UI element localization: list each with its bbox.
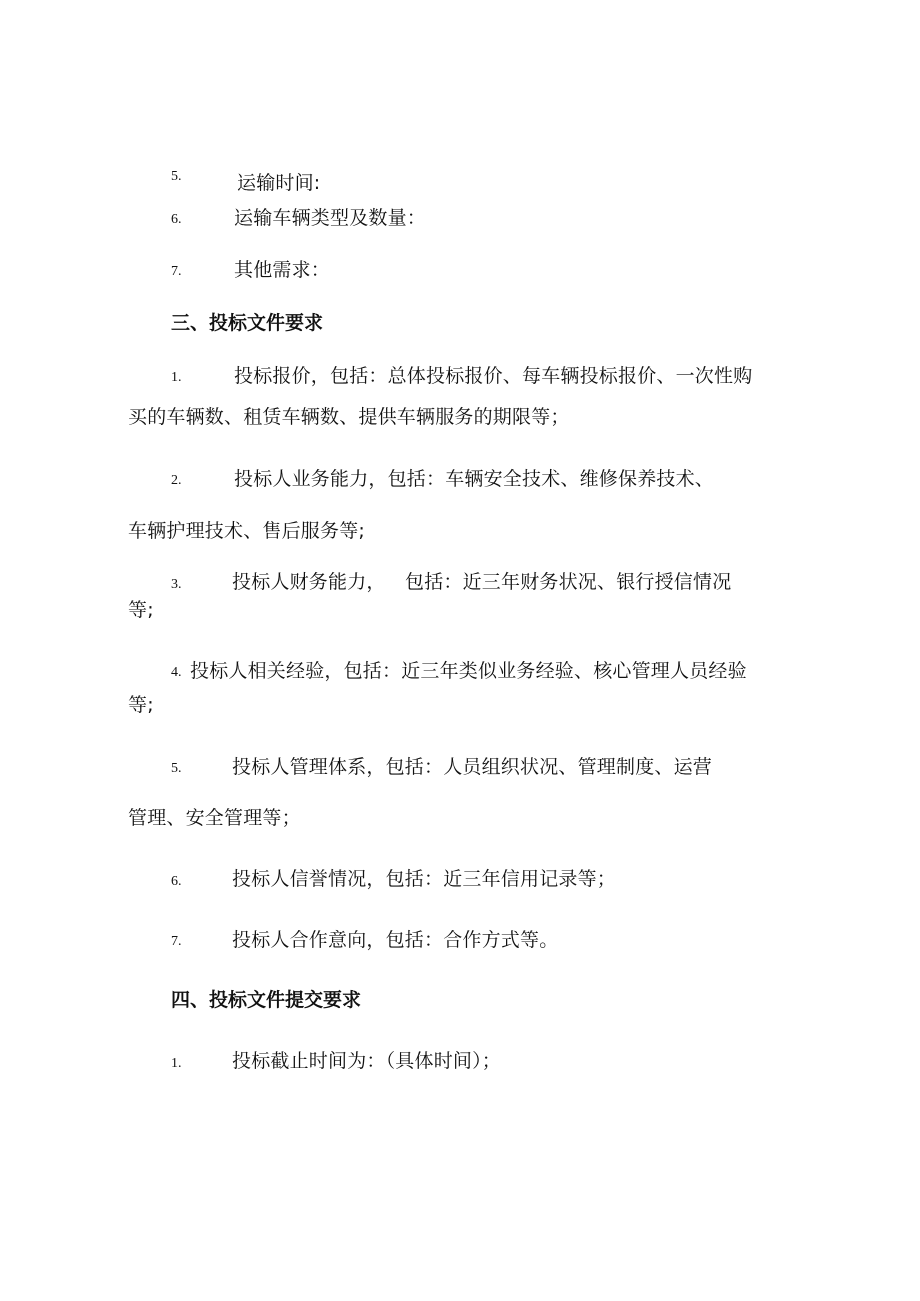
item-text-continued: 管理、安全管理等； bbox=[128, 807, 301, 829]
item-text-continued: 等; bbox=[128, 694, 154, 716]
item-text: 运输时间: bbox=[237, 172, 321, 194]
item-text-continued: 等; bbox=[128, 599, 154, 621]
item-number: 6. bbox=[171, 874, 182, 889]
item-number: 3. bbox=[171, 577, 182, 592]
item-text: 投标人合作意向，包括：合作方式等。 bbox=[232, 929, 559, 951]
item-number: 6. bbox=[171, 212, 182, 227]
item-text: 投标报价，包括：总体投标报价、每车辆投标报价、一次性购 bbox=[234, 365, 753, 387]
item-text: 投标人业务能力，包括：车辆安全技术、维修保养技术、 bbox=[234, 468, 715, 490]
item-text: 投标人财务能力， bbox=[232, 571, 386, 593]
item-text: 运输车辆类型及数量： bbox=[234, 207, 427, 229]
item-number: 1. bbox=[171, 1056, 182, 1071]
item-text-continued: 车辆护理技术、售后服务等; bbox=[128, 520, 366, 542]
item-number: 5. bbox=[171, 761, 182, 776]
item-text: 投标截止时间为：（具体时间）； bbox=[232, 1050, 502, 1072]
item-number: 4. bbox=[171, 665, 182, 680]
item-number: 7. bbox=[171, 934, 182, 949]
item-text: 投标人管理体系，包括：人员组织状况、管理制度、运营 bbox=[232, 756, 713, 778]
section-heading: 四、投标文件提交要求 bbox=[171, 989, 362, 1011]
item-text: 包括：近三年财务状况、银行授信情况 bbox=[405, 571, 732, 593]
item-text-continued: 买的车辆数、租赁车辆数、提供车辆服务的期限等； bbox=[128, 406, 570, 428]
item-number: 7. bbox=[171, 264, 182, 279]
item-number: 5. bbox=[171, 169, 182, 184]
section-heading: 三、投标文件要求 bbox=[171, 312, 324, 334]
item-number: 2. bbox=[171, 473, 182, 488]
item-number: 1. bbox=[171, 370, 182, 385]
item-text: 其他需求： bbox=[234, 259, 331, 281]
item-text: 投标人信誉情况，包括：近三年信用记录等； bbox=[232, 868, 617, 890]
item-text: 投标人相关经验，包括：近三年类似业务经验、核心管理人员经验 bbox=[190, 660, 747, 682]
